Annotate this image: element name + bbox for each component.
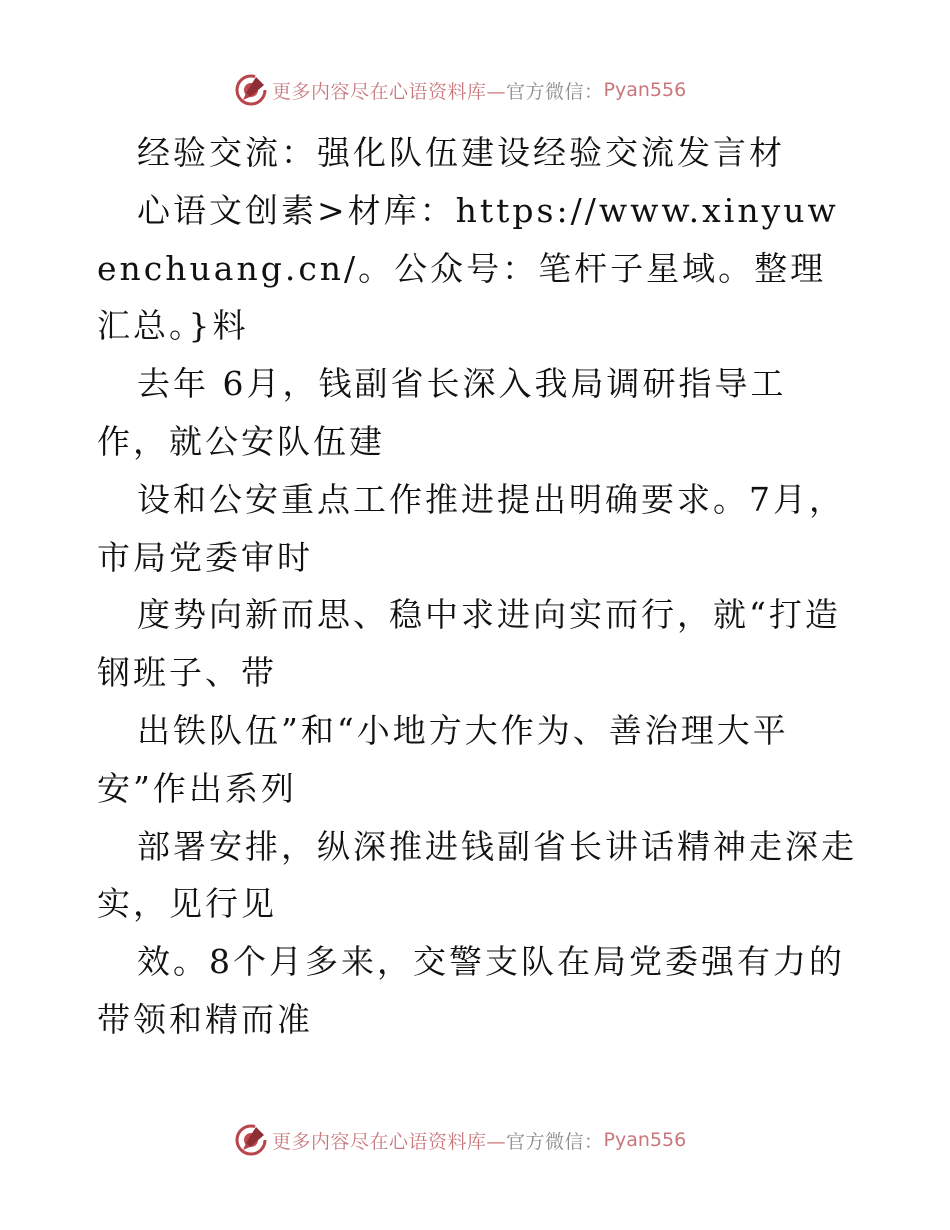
document-body bbox=[97, 124, 857, 1049]
paragraph-3: 去年 6月，钱副省长深入我局调研指导工作，就公安队伍建 bbox=[97, 364, 787, 461]
paragraph-6: 出铁队伍”和“小地方大作为、善治理大平安”作出系列 bbox=[97, 710, 789, 808]
paragraph-5: 度势向新而思、稳中求进向实而行，就“打造钢班子、带 bbox=[97, 595, 841, 693]
brush-logo-icon bbox=[234, 73, 268, 107]
header-banner bbox=[234, 72, 714, 108]
footer-banner bbox=[234, 1122, 714, 1158]
header-banner-text: 更多内容尽在心语资料库— bbox=[272, 80, 507, 103]
footer-banner-text: 更多内容尽在心语资料库— bbox=[272, 1130, 507, 1153]
paragraph-8: 效。8个月多来，交警支队在局党委强有力的带领和精而准 bbox=[97, 942, 845, 1039]
paragraph-1: 经验交流：强化队伍建设经验交流发言材 bbox=[137, 133, 785, 172]
header-wechat-label: 官方微信： bbox=[506, 80, 604, 103]
paragraph-2: 心语文创素>材库：https://www.xinyuwenchuang.cn/。公众号：笔杆子星域。整理汇总。}料 bbox=[97, 190, 839, 346]
header-wechat-id: Pyan556 bbox=[603, 79, 687, 101]
footer-wechat-label: 官方微信： bbox=[506, 1130, 604, 1153]
paragraph-4: 设和公安重点工作推进提出明确要求。7月，市局党委审时 bbox=[97, 479, 845, 577]
paragraph-7: 部署安排，纵深推进钱副省长讲话精神走深走实，见行见 bbox=[97, 826, 857, 924]
brush-logo-icon bbox=[234, 1123, 268, 1157]
footer-wechat-id: Pyan556 bbox=[603, 1129, 687, 1151]
